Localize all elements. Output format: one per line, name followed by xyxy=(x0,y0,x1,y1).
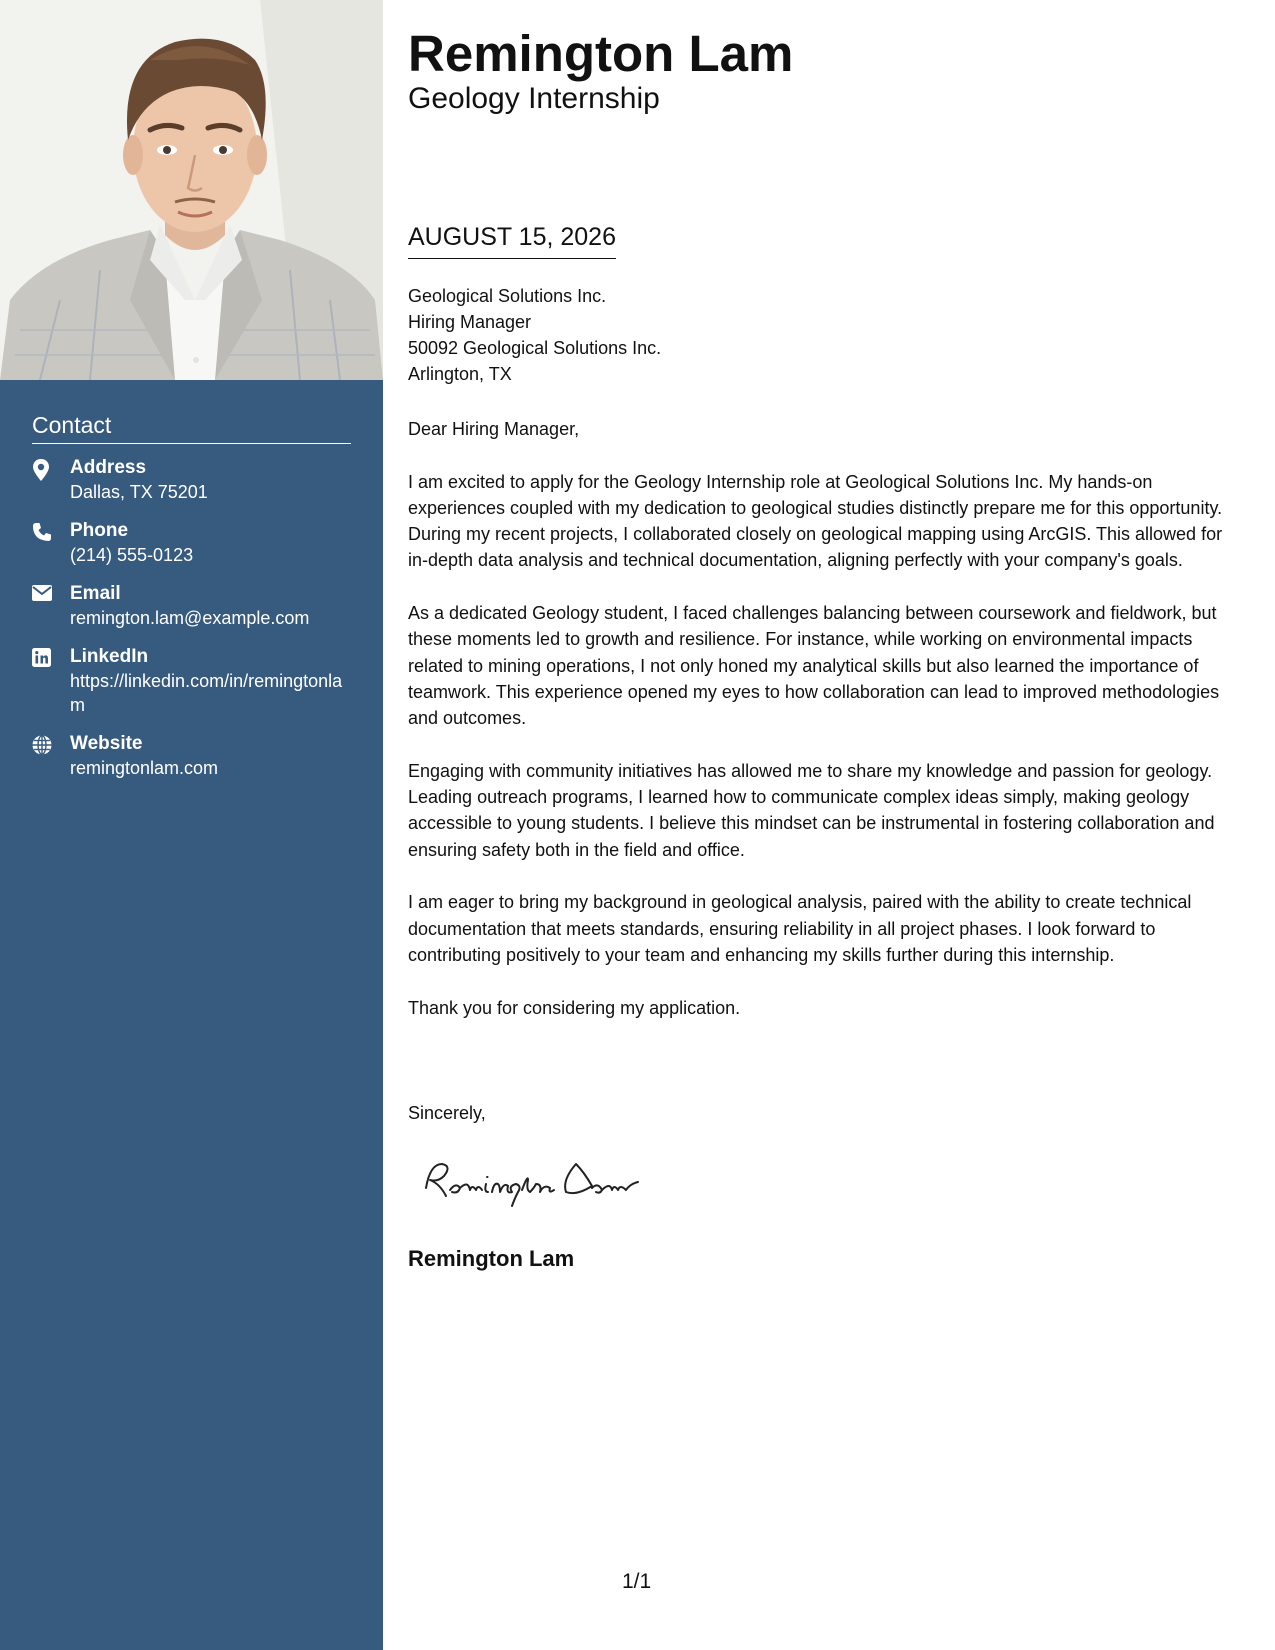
linkedin-icon xyxy=(32,645,70,667)
recipient-line: Arlington, TX xyxy=(408,364,512,384)
website-value[interactable]: remingtonlam.com xyxy=(70,758,219,778)
phone-value: (214) 555-0123 xyxy=(70,545,194,565)
email-value[interactable]: remington.lam@example.com xyxy=(70,608,310,628)
letter-paragraph: I am excited to apply for the Geology Internship role at Geological Solutions Inc. My hands-on experiences coupled with my dedication to geological studies distinctly prepare me for this opportunity. During my recent projects, I collaborated closely on geological mapping using ArcGIS. This allowed for in-depth data analysis and technical documentation, aligning perfectly with your company's goals. xyxy=(408,471,1223,571)
signer-name: Remington Lam xyxy=(408,1246,575,1271)
address-value: Dallas, TX 75201 xyxy=(70,482,208,502)
salutation: Dear Hiring Manager, xyxy=(408,419,580,439)
contact-heading: Contact xyxy=(32,412,351,444)
linkedin-value[interactable]: https://linkedin.com/in/remingtonlam xyxy=(70,671,343,715)
linkedin-label: LinkedIn xyxy=(70,646,149,667)
address-label: Address xyxy=(70,457,147,478)
recipient-line: 50092 Geological Solutions Inc. xyxy=(408,338,662,358)
email-label: Email xyxy=(70,583,121,604)
recipient-line: Geological Solutions Inc. xyxy=(408,286,607,306)
map-pin-icon xyxy=(32,456,70,481)
contact-item-email xyxy=(32,582,351,630)
letter-content xyxy=(408,416,1238,1047)
profile-photo xyxy=(0,0,383,380)
portrait-illustration xyxy=(0,0,383,380)
contact-item-linkedin xyxy=(32,645,351,717)
recipient-line: Hiring Manager xyxy=(408,312,532,332)
contact-section xyxy=(32,412,351,795)
website-label: Website xyxy=(70,733,143,754)
phone-icon xyxy=(32,519,70,542)
contact-item-website xyxy=(32,732,351,780)
sidebar xyxy=(0,0,383,1650)
letter-paragraph: Thank you for considering my application. xyxy=(408,997,741,1018)
letter-paragraph: Engaging with community initiatives has allowed me to share my knowledge and passion for geology. Leading outreach programs, I learned how to communicate complex ideas simply, making geology accessible to young students. I believe this mindset can be instrumental in fostering collaboration and ensuring safety both in the field and office. xyxy=(408,760,1215,860)
envelope-icon xyxy=(32,582,70,601)
letter-date: AUGUST 15, 2026 xyxy=(408,223,616,259)
applicant-name: Remington Lam xyxy=(408,25,794,82)
contact-item-phone xyxy=(32,519,351,567)
letter-paragraph: I am eager to bring my background in geological analysis, paired with the ability to create technical documentation that meets standards, ensuring reliability in all project phases. I look forward to contributing positively to your team and enhancing my skills further during this internship. xyxy=(408,892,1192,965)
handwritten-signature xyxy=(416,1150,656,1215)
globe-icon xyxy=(32,732,70,755)
recipient-block xyxy=(408,283,661,387)
letter-paragraph: As a dedicated Geology student, I faced challenges balancing between coursework and fieldwork, but these moments led to growth and resilience. For instance, while working on environmental impacts related to mining operations, I not only honed my analytical skills but also learned the importance of teamwork. This experience opened my eyes to how collaboration can lead to improved methodologies and outcomes. xyxy=(408,603,1220,729)
job-title: Geology Internship xyxy=(408,82,660,115)
contact-item-address xyxy=(32,456,351,504)
closing: Sincerely, xyxy=(408,1103,486,1123)
page-number: 1/1 xyxy=(622,1570,652,1593)
phone-label: Phone xyxy=(70,520,129,541)
